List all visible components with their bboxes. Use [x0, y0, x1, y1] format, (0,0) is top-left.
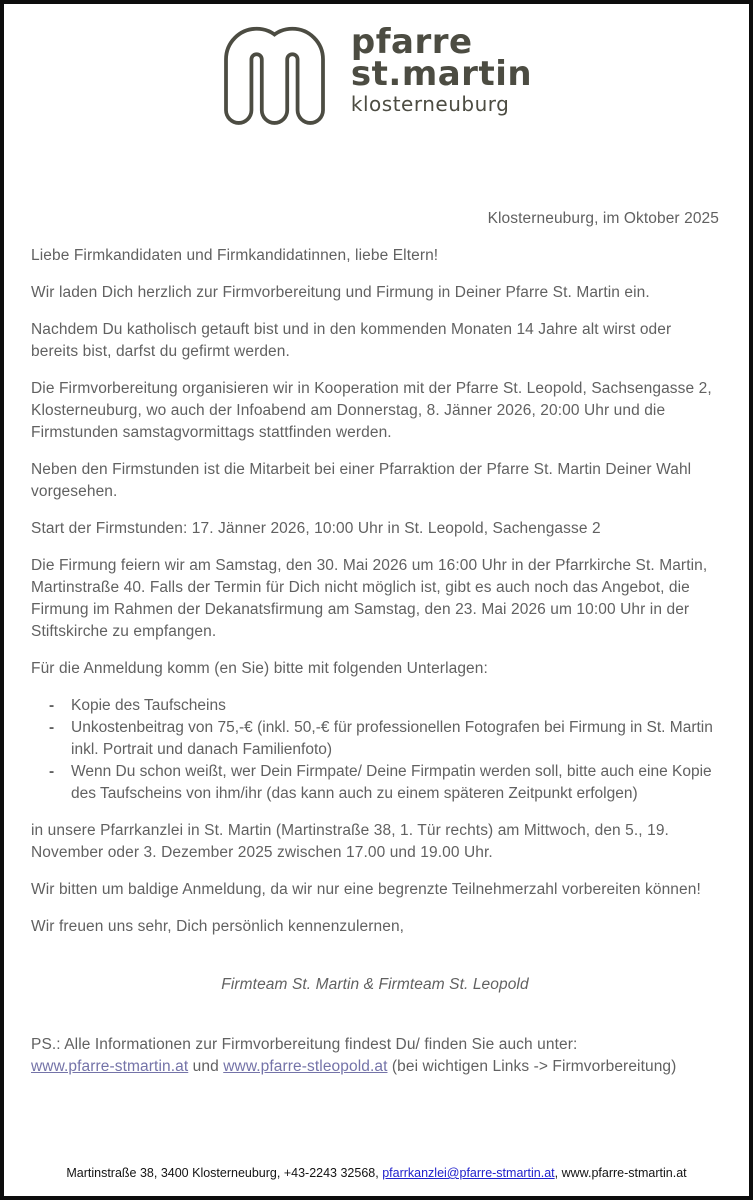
- paragraph-pfarrkanzlei: in unsere Pfarrkanzlei in St. Martin (Martinstraße 38, 1. Tür rechts) am Mittwoch, den 5., 19. November oder 3. Dezember 2025 zwischen 17.00 und 19.00 Uhr.: [31, 822, 669, 861]
- signature-line: Firmteam St. Martin & Firmteam St. Leopold: [221, 976, 529, 993]
- ps-tail-text: (bei wichtigen Links -> Firmvorbereitung): [387, 1058, 677, 1075]
- bullet-marker: -: [49, 763, 55, 780]
- bullet-marker: -: [49, 719, 55, 736]
- bullet-marker: -: [49, 697, 55, 714]
- footer-address: Martinstraße 38, 3400 Klosterneuburg, +43-2243 32568,: [66, 1166, 383, 1180]
- list-item: [49, 695, 719, 717]
- logo-brand-line1: pfarre: [350, 22, 473, 62]
- footer-email-link[interactable]: pfarrkanzlei@pfarre-stmartin.at: [382, 1166, 555, 1180]
- list-item: [49, 717, 719, 761]
- list-item-text: Wenn Du schon weißt, wer Dein Firmpate/ Deine Firmpatin werden soll, bitte auch eine Kopie des Taufscheins von ihm/ihr (das kann auch zu einem späteren Zeitpunkt erfolgen): [71, 763, 712, 802]
- paragraph-kennenlernen: Wir freuen uns sehr, Dich persönlich kennenzulernen,: [31, 918, 405, 935]
- ps-paragraph: [31, 1034, 719, 1078]
- paragraph-invitation: Wir laden Dich herzlich zur Firmvorbereitung und Firmung in Deiner Pfarre St. Martin ein.: [31, 284, 650, 301]
- paragraph-anmeldung-bitte: Wir bitten um baldige Anmeldung, da wir nur eine begrenzte Teilnehmerzahl vorbereiten können!: [31, 881, 701, 898]
- footer-contact: [4, 1165, 749, 1181]
- list-item-text: Kopie des Taufscheins: [71, 697, 226, 714]
- unterlagen-list: [49, 695, 719, 805]
- paragraph-pfarraktion: Neben den Firmstunden ist die Mitarbeit bei einer Pfarraktion der Pfarre St. Martin Deiner Wahl vorgesehen.: [31, 461, 692, 500]
- salutation: Liebe Firmkandidaten und Firmkandidatinnen, liebe Eltern!: [31, 247, 439, 264]
- parish-logo: [31, 4, 719, 142]
- paragraph-eligibility: Nachdem Du katholisch getauft bist und in den kommenden Monaten 14 Jahre alt wirst oder bereits bist, darfst du gefirmt werden.: [31, 321, 672, 360]
- ps-mid-text: und: [188, 1058, 224, 1075]
- paragraph-cooperation: Die Firmvorbereitung organisieren wir in Kooperation mit der Pfarre St. Leopold, Sachsengasse 2, Klosterneuburg, wo auch der Infoabend am Donnerstag, 8. Jänner 2026, 20:00 Uhr und die Firmstunden samstagvormittags stattfinden werden.: [31, 380, 712, 441]
- logo-m-icon: [218, 12, 331, 140]
- paragraph-firmung-termine: Die Firmung feiern wir am Samstag, den 30. Mai 2026 um 16:00 Uhr in der Pfarrkirche St. Martin, Martinstraße 40. Falls der Termin für Dich nicht möglich ist, gibt es auch noch das Angebot, die Firmung im Rahmen der Dekanatsfirmung am Samstag, den 23. Mai 2026 um 10:00 Uhr in der Stiftskirche zu empfangen.: [31, 557, 708, 640]
- footer-website: , www.pfarre-stmartin.at: [554, 1166, 687, 1180]
- link-pfarre-stleopold[interactable]: www.pfarre-stleopold.at: [223, 1058, 388, 1075]
- ps-intro: PS.: Alle Informationen zur Firmvorbereitung findest Du/ finden Sie auch unter:: [31, 1036, 578, 1053]
- list-item: [49, 761, 719, 805]
- logo-wordmark: [351, 12, 532, 115]
- paragraph-firmstunden-start: Start der Firmstunden: 17. Jänner 2026, 10:00 Uhr in St. Leopold, Sachengasse 2: [31, 520, 601, 537]
- logo-brand-line2: st.martin: [350, 54, 533, 94]
- logo-brand-sub: klosterneuburg: [350, 92, 510, 116]
- paragraph-unterlagen-intro: Für die Anmeldung komm (en Sie) bitte mit folgenden Unterlagen:: [31, 660, 488, 677]
- list-item-text: Unkostenbeitrag von 75,-€ (inkl. 50,-€ für professionellen Fotografen bei Firmung in St. Martin inkl. Portrait und danach Familienfoto): [71, 719, 713, 758]
- dateline: Klosterneuburg, im Oktober 2025: [487, 210, 719, 227]
- link-pfarre-stmartin[interactable]: www.pfarre-stmartin.at: [31, 1058, 189, 1075]
